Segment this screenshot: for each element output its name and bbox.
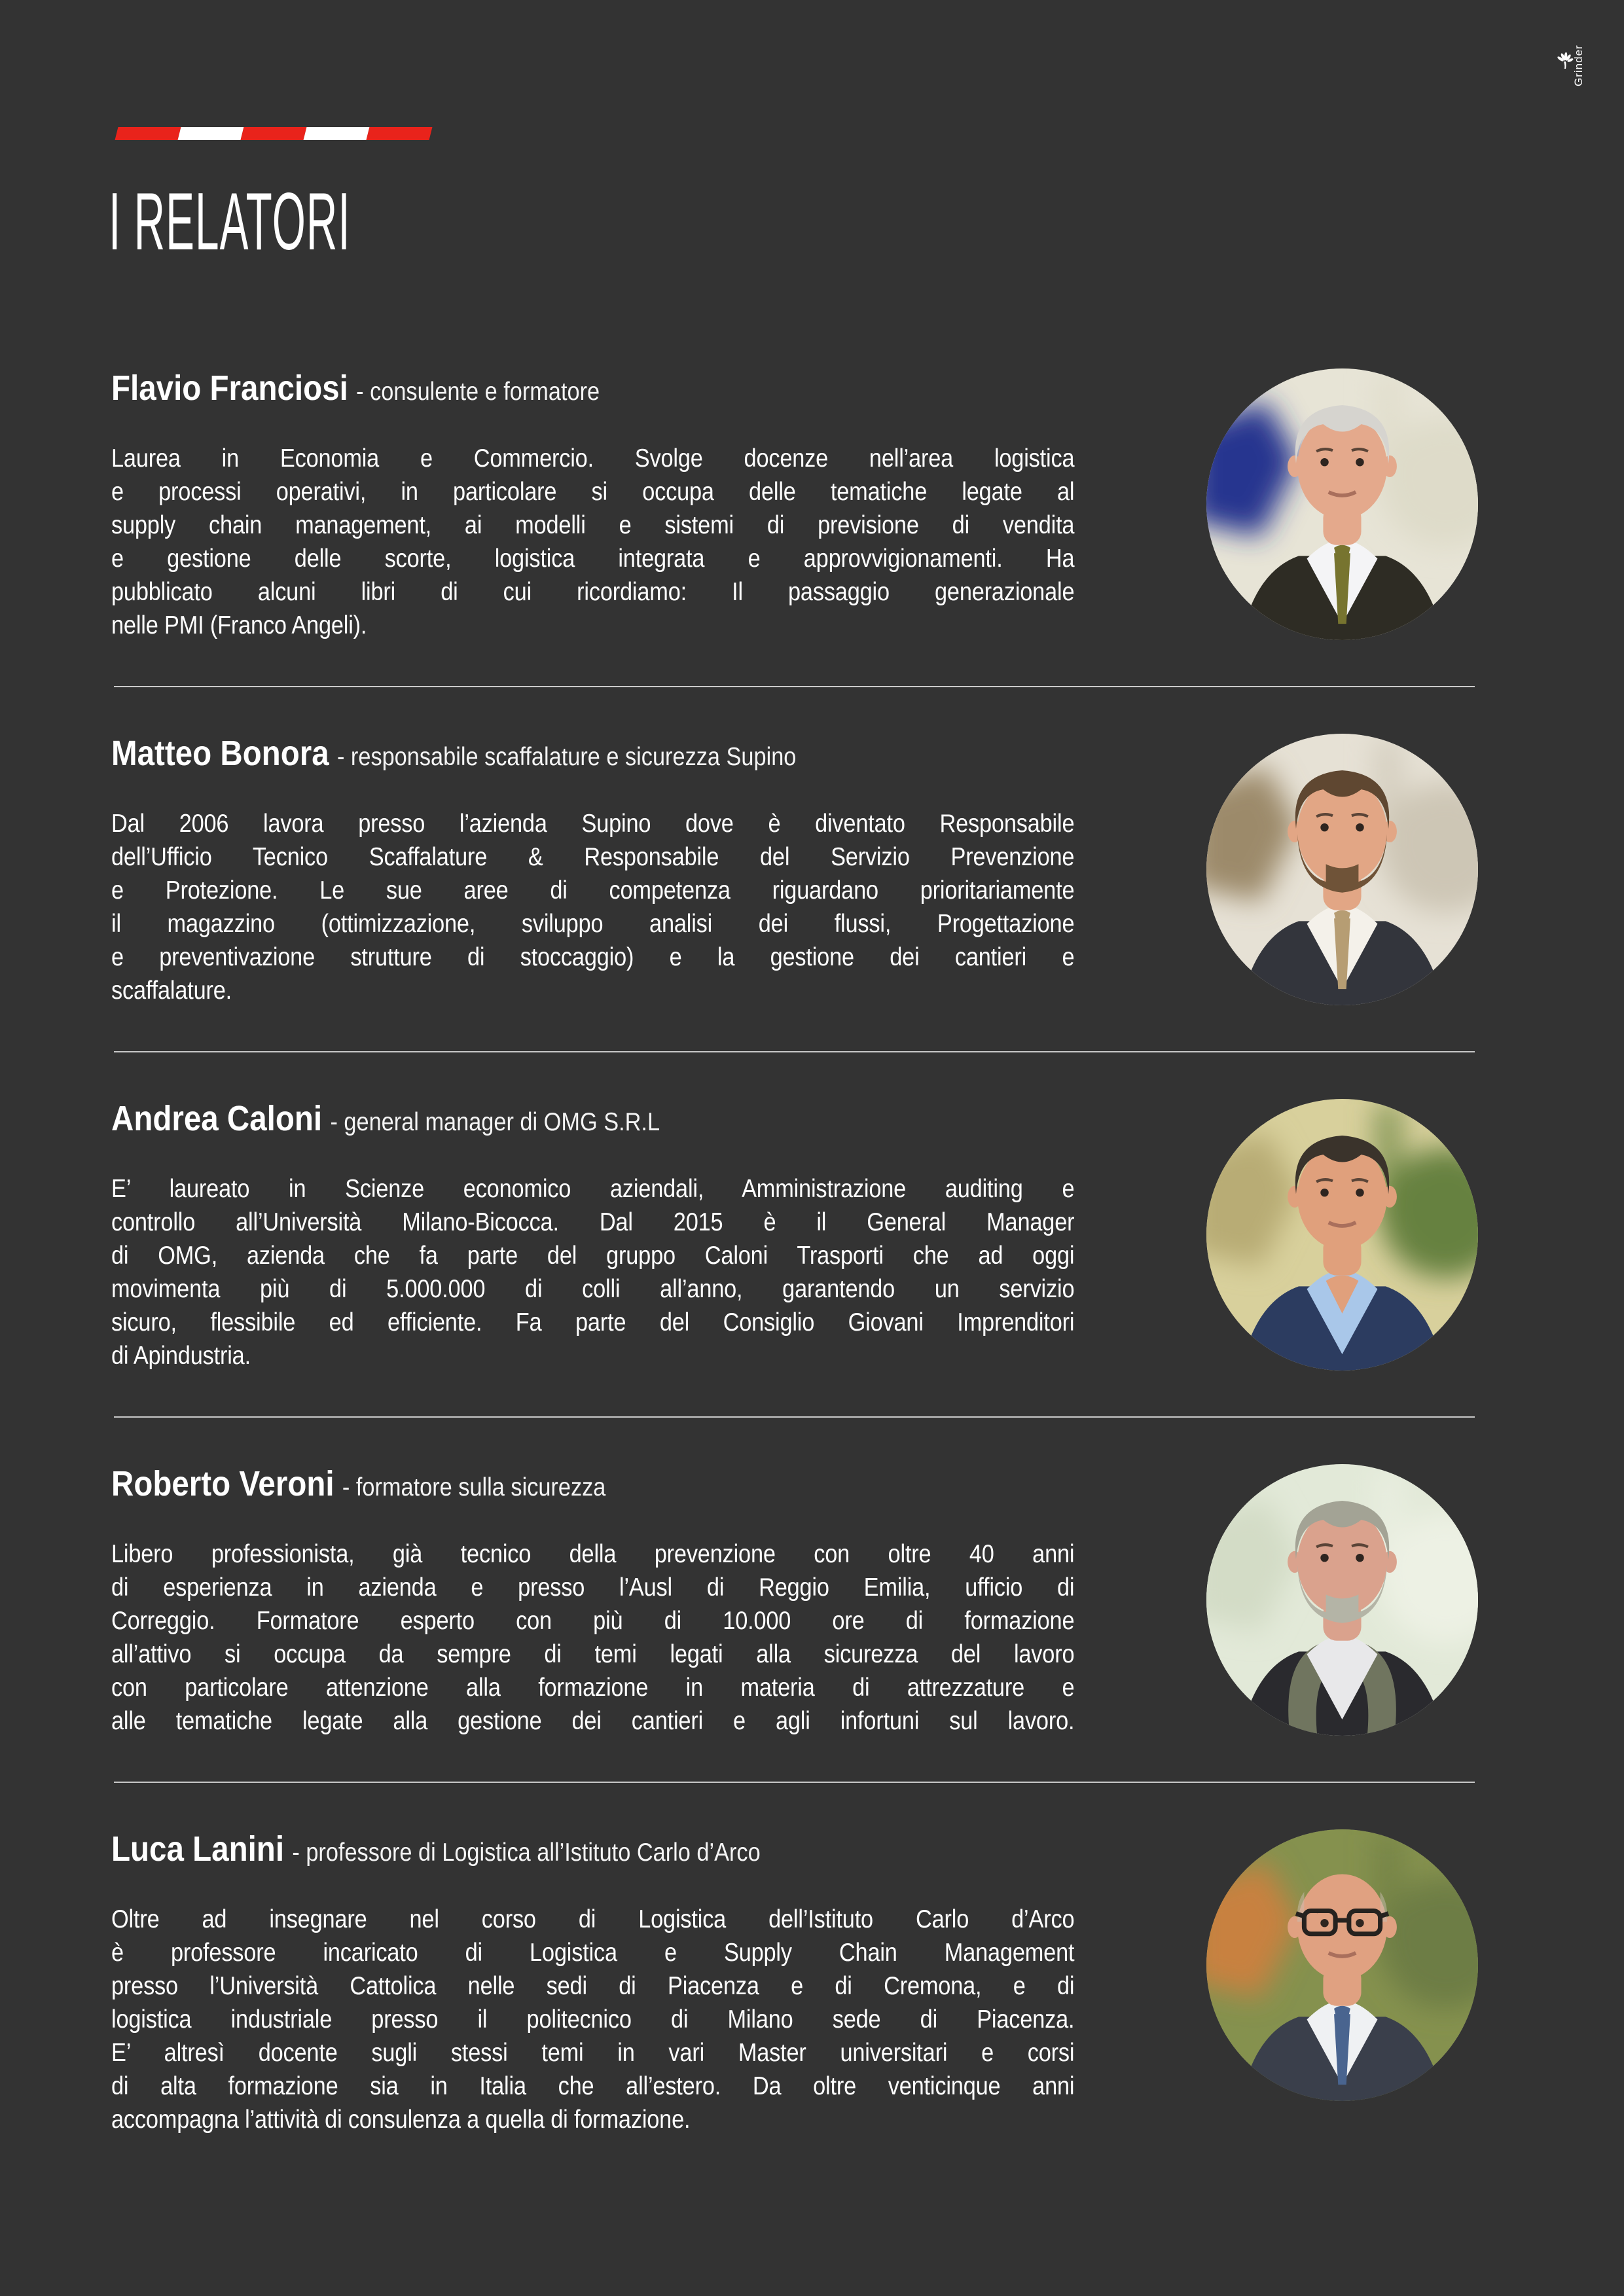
bio-line: sicuro, flessibile ed efficiente. Fa parte del Consiglio Giovani Imprenditori — [111, 1308, 1075, 1336]
page-title: I RELATORI — [109, 177, 351, 267]
bio-line: E’ laureato in Scienze economico aziendali, Amministrazione auditing e — [111, 1175, 1075, 1203]
bio-line: è professore incaricato di Logistica e Supply Chain Management — [111, 1939, 1075, 1967]
speaker-photo — [1206, 1829, 1478, 2101]
brand-text: Grinder — [1572, 45, 1585, 86]
bio-line: supply chain management, ai modelli e sistemi di previsione di vendita — [111, 511, 1075, 539]
bio-line: di alta formazione sia in Italia che all’estero. Da oltre venticinque anni — [111, 2072, 1075, 2100]
bio-line: Oltre ad insegnare nel corso di Logistica dell’Istituto Carlo d’Arco — [111, 1905, 1075, 1933]
bio-line: e processi operativi, in particolare si occupa delle tematiche legate al — [111, 478, 1075, 506]
bio-line: Libero professionista, già tecnico della prevenzione con oltre 40 anni — [111, 1540, 1075, 1568]
speaker-name: Andrea Caloni — [111, 1099, 323, 1138]
bio-line: e Protezione. Le sue aree di competenza riguardano prioritariamente — [111, 876, 1075, 905]
bio-line: pubblicato alcuni libri di cui ricordiamo: Il passaggio generazionale — [111, 578, 1075, 606]
speaker-card — [0, 365, 1624, 1005]
bio-line: all’attivo si occupa da sempre di temi legati alla sicurezza del lavoro — [111, 1640, 1075, 1668]
speaker-role: - responsabile scaffalature e sicurezza Supino — [336, 743, 797, 771]
bio-line: controllo all’Università Milano-Bicocca. Dal 2015 è il General Manager — [111, 1208, 1075, 1236]
bio-line: Dal 2006 lavora presso l’azienda Supino dove è diventato Responsabile — [111, 810, 1075, 838]
bio-line: movimenta più di 5.000.000 di colli all’anno, garantendo un servizio — [111, 1275, 1075, 1303]
bio-line: di esperienza in azienda e presso l’Ausl di Reggio Emilia, ufficio di — [111, 1573, 1075, 1602]
bio-line: e gestione delle scorte, logistica integrata e approvvigionamenti. Ha — [111, 545, 1075, 573]
speaker-name: Luca Lanini — [111, 1829, 285, 1869]
bio-line: e preventivazione strutture di stoccaggio) e la gestione dei cantieri e — [111, 943, 1075, 971]
bio-line: dell’Ufficio Tecnico Scaffalature & Responsabile del Servizio Prevenzione — [111, 843, 1075, 871]
speaker-role: - consulente e formatore — [356, 378, 600, 406]
bio-line: il magazzino (ottimizzazione, sviluppo analisi dei flussi, Progettazione — [111, 910, 1075, 938]
speaker-name-row — [111, 1829, 761, 1869]
speaker-role: - professore di Logistica all’Istituto Carlo d’Arco — [292, 1839, 761, 1867]
bio-line: accompagna l’attività di consulenza a quella di formazione. — [111, 2106, 691, 2134]
bio-line: alle tematiche legate alla gestione dei cantieri e agli infortuni sul lavoro. — [111, 1707, 1075, 1735]
speaker-role: - formatore sulla sicurezza — [342, 1473, 606, 1501]
bio-line: E’ altresì docente sugli stessi temi in vari Master universitari e corsi — [111, 2039, 1075, 2067]
speaker-card — [0, 1096, 1624, 1735]
speaker-name: Matteo Bonora — [111, 734, 329, 773]
bio-line: scaffalature. — [111, 977, 232, 1005]
bio-line: con particolare attenzione alla formazione in materia di attrezzature e — [111, 1674, 1075, 1702]
bio-line: Correggio. Formatore esperto con più di 10.000 ore di formazione — [111, 1607, 1075, 1635]
bio-line: logistica industriale presso il politecnico di Milano sede di Piacenza. — [111, 2005, 1075, 2034]
speaker-card — [0, 730, 1624, 1370]
bio-line: nelle PMI (Franco Angeli). — [111, 611, 367, 639]
speaker-role: - general manager di OMG S.R.L — [330, 1108, 660, 1136]
speaker-card — [0, 1461, 1624, 2134]
speaker-card — [0, 0, 1624, 639]
avatar-illustration — [1206, 1829, 1478, 2101]
bio-line: Laurea in Economia e Commercio. Svolge docenze nell’area logistica — [111, 444, 1075, 473]
bio-line: presso l’Università Cattolica nelle sedi di Piacenza e di Cremona, e di — [111, 1972, 1075, 2000]
speaker-name: Flavio Franciosi — [111, 368, 348, 408]
speaker-name: Roberto Veroni — [111, 1464, 334, 1503]
bio-line: di Apindustria. — [111, 1342, 251, 1370]
bio-line: di OMG, azienda che fa parte del gruppo Caloni Trasporti che ad oggi — [111, 1242, 1075, 1270]
speaker-bio — [111, 1903, 1074, 2136]
